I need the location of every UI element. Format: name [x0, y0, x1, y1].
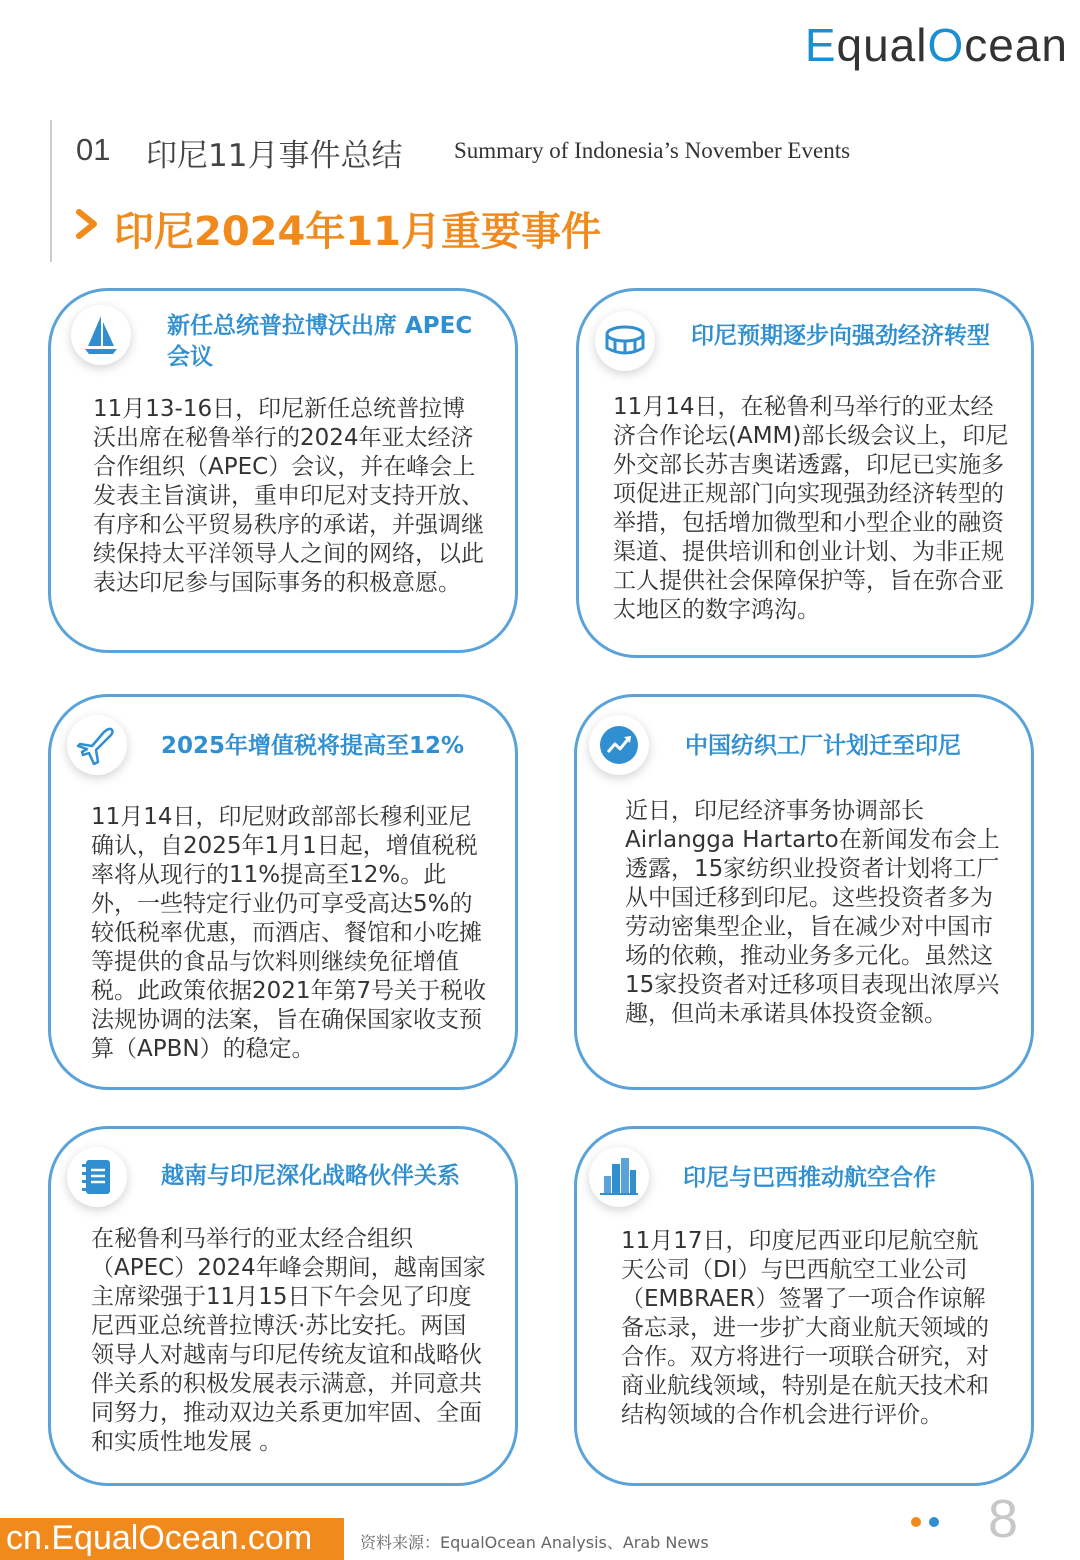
- chevron-right-icon: [74, 206, 100, 242]
- event-card-vat: [48, 694, 518, 1090]
- card-title: 印尼预期逐步向强劲经济转型: [691, 323, 990, 349]
- section-title-cn: 印尼11月事件总结: [146, 138, 403, 174]
- card-title: 越南与印尼深化战略伙伴关系: [161, 1163, 460, 1189]
- section-number: 01: [76, 132, 111, 167]
- equalocean-logo: EqualOcean: [804, 19, 1068, 71]
- card-body: 11月14日，印尼财政部部长穆利亚尼确认，自2025年1月1日起，增值税税率将从现行的11%提高至12%。此外，一些特定行业仍可享受高达5%的较低税率优惠，而酒店、餐馆和小吃摊等提供的食品与饮料则继续免征增值税。此政策依据2021年第7号关于税收法规协调的法案，旨在确保国家收支预算（APBN）的稳定。: [91, 804, 487, 1062]
- chart-trend-icon: [589, 715, 649, 775]
- indicator-dot-orange: [911, 1517, 921, 1527]
- card-title: 2025年增值税将提高至12%: [161, 733, 465, 759]
- indicator-dot-blue: [929, 1517, 939, 1527]
- page-title: 印尼2024年11月重要事件: [114, 209, 601, 255]
- section-divider: [50, 120, 52, 262]
- card-title: 中国纺织工厂计划迁至印尼: [685, 733, 961, 759]
- stadium-icon: [595, 311, 655, 371]
- event-card-apec: [48, 288, 518, 653]
- event-card-economy: [576, 288, 1034, 658]
- card-body: 11月13-16日，印尼新任总统普拉博沃出席在秘鲁举行的2024年亚太经济合作组织（APEC）会议，并在峰会上发表主旨演讲，重申印尼对支持开放、有序和公平贸易秩序的承诺，并强调继续保持太平洋领导人之间的网络，以此表达印尼参与国际事务的积极意愿。: [93, 396, 484, 596]
- event-card-vietnam: [48, 1126, 518, 1486]
- card-title: 新任总统普拉博沃出席 APEC 会议: [167, 313, 473, 370]
- notebook-icon: [67, 1147, 127, 1207]
- website-link[interactable]: cn.EqualOcean.com: [0, 1518, 344, 1560]
- city-buildings-icon: [589, 1147, 649, 1207]
- card-body: 近日，印尼经济事务协调部长Airlangga Hartarto在新闻发布会上透露，15家纺织业投资者计划将工厂从中国迁移到印尼。这些投资者多为劳动密集型企业，旨在减少对中国市场的依赖，推动业务多元化。虽然这15家投资者对迁移项目表现出浓厚兴趣，但尚未承诺具体投资金额。: [625, 798, 1000, 1027]
- event-card-textile: [574, 694, 1034, 1090]
- card-body: 11月14日，在秘鲁利马举行的亚太经济合作论坛(AMM)部长级会议上，印尼外交部长苏吉奥诺透露，印尼已实施多项促进正规部门向实现强劲经济转型的举措，包括增加微型和小型企业的融资渠道、提供培训和创业计划、为非正规工人提供社会保障保护等，旨在弥合亚太地区的数字鸿沟。: [613, 394, 1009, 623]
- card-body: 在秘鲁利马举行的亚太经合组织（APEC）2024年峰会期间，越南国家主席梁强于11月15日下午会见了印度尼西亚总统普拉博沃·苏比安托。两国领导人对越南与印尼传统友谊和战略伙伴关系的积极发展表示满意，并同意共同努力，推动双边关系更加牢固、全面和实质性地发展 。: [91, 1226, 486, 1455]
- card-title: 印尼与巴西推动航空合作: [683, 1165, 936, 1191]
- card-body: 11月17日，印度尼西亚印尼航空航天公司（DI）与巴西航空工业公司（EMBRAER）签署了一项合作谅解备忘录，进一步扩大商业航天领域的合作。双方将进行一项联合研究，对商业航线领域，特别是在航天技术和结构领域的合作机会进行评价。: [621, 1228, 989, 1428]
- source-note: 资料来源：EqualOcean Analysis、Arab News: [360, 1533, 709, 1552]
- section-title-en: Summary of Indonesia’s November Events: [454, 138, 851, 163]
- page-indicator-dots: [911, 1512, 947, 1531]
- page-number: 8: [988, 1489, 1019, 1549]
- sailboat-icon: [71, 305, 131, 365]
- airplane-icon: [67, 715, 127, 775]
- event-card-aviation: [574, 1126, 1034, 1486]
